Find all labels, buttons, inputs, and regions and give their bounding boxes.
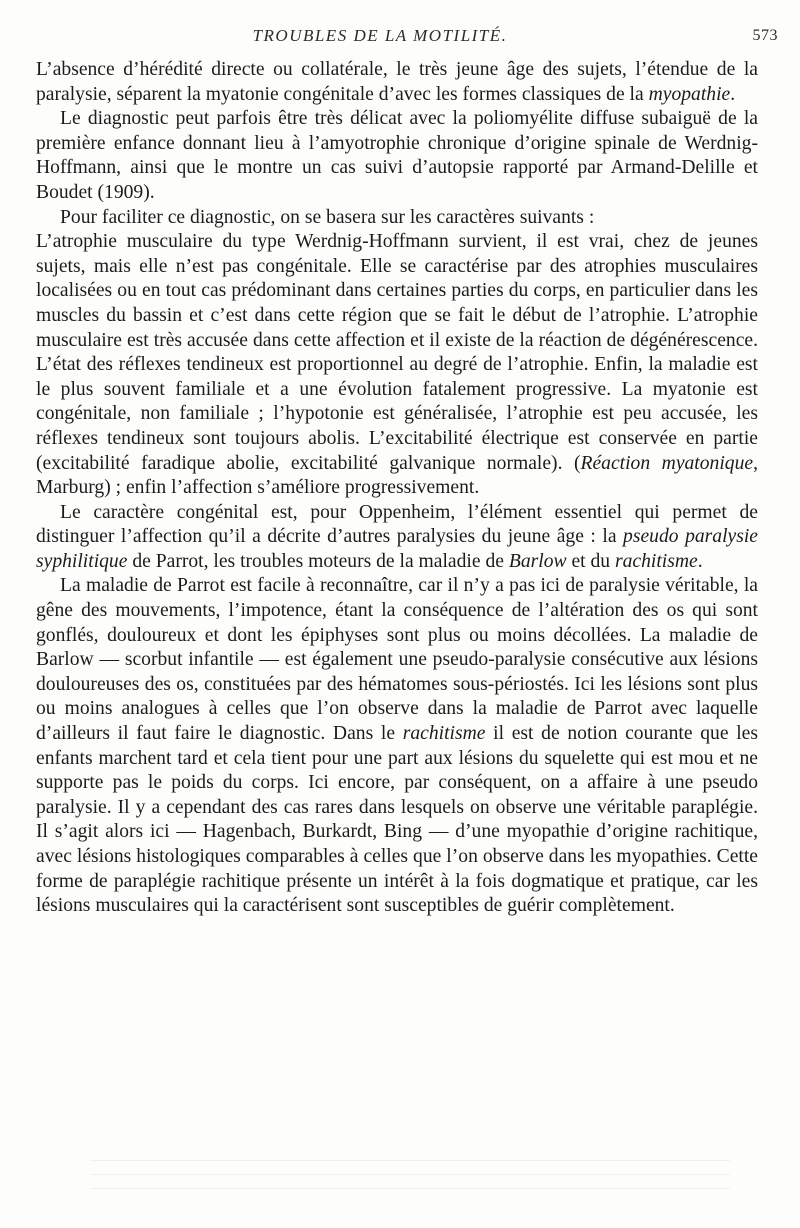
paragraph (36, 206, 758, 231)
italic-text-run: myopathie (648, 83, 731, 105)
text-run: L’atrophie musculaire du type Werdnig-Hoffmann survient, il est vrai, chez de jeunes sujets, mais elle n’est pas congénitale. Elle se caractérise par des atrophies musculaires localisées ou en tout cas prédominant dans certaines parties du corps, en particulier dans les muscles du bassin et c’est dans cette région que se fait le début de l’atrophie. L’atrophie musculaire est très accusée dans cette affection et il existe de la réaction de dégénérescence. L’état des réflexes tendineux est proportionnel au degré de l’atrophie. Enfin, la maladie est le plus souvent familiale et a une évolution fatalement progressive. La myatonie est congénitale, non familiale ; l’hypotonie est généralisée, l’atrophie est peu accusée, les réflexes tendineux sont toujours abolis. L’excitabilité électrique est conservée en partie (excitabilité faradique abolie, excitabilité galvanique normale). ( (36, 231, 758, 474)
page-number: 573 (752, 27, 778, 44)
text-run: il est de notion courante que les enfants marchent tard et cela tient pour une part aux lésions du squelette qui est mou et ne supporte pas le poids du corps. Ici encore, par conséquent, on a affaire à une pseudo paralysie. Il y a cependant des cas rares dans lesquels on observe une véritable paraplégie. Il s’agit alors ici — Hagenbach, Burkardt, Bing — d’une myopathie d’origine rachitique, avec lésions histologiques comparables à celles que l’on observe dans les myopathies. Cette forme de paraplégie rachitique présente un intérêt à la fois dogmatique et pratique, car les lésions musculaires qui la caractérisent sont susceptibles de guérir complètement. (36, 723, 758, 917)
text-run: de Parrot, les troubles moteurs de la maladie de (127, 550, 509, 572)
italic-text-run: rachitisme (402, 723, 486, 745)
text-run: , Marburg) ; enfin l’affection s’améliore progressivement. (36, 452, 758, 499)
italic-text-run: pseudo paralysie syphilitique (36, 526, 758, 572)
running-head (0, 26, 800, 50)
text-run: La maladie de Parrot est facile à reconnaître, car il n’y a pas ici de paralysie véritable, la gêne des mouvements, l’impotence, étant la conséquence de l’altération des os qui sont gonflés, douloureux et dont les épiphyses sont plus ou moins décollées. La maladie de Barlow — scorbut infantile — est également une pseudo-paralysie consécutive aux lésions douloureuses des os, constituées par des hématomes sous-périostés. Ici les lésions sont plus ou moins analogues à celles que l’on observe dans la maladie de Parrot avec laquelle d’ailleurs il faut faire le diagnostic. Dans le (36, 575, 758, 745)
body-text (36, 58, 758, 919)
text-run: et du (566, 550, 615, 572)
text-run: . (697, 550, 703, 572)
paragraph (36, 574, 758, 918)
paragraph (36, 501, 758, 575)
text-run: L’absence d’hérédité directe ou collatérale, le très jeune âge des sujets, l’étendue de la paralysie, séparent la myatonie congénitale d’avec les formes classiques de la (36, 59, 758, 105)
paragraph (36, 107, 758, 205)
paragraph (36, 58, 758, 107)
bleed-through-text (90, 1160, 730, 1200)
italic-text-run: rachitisme (615, 550, 698, 572)
paragraph (36, 230, 758, 501)
text-run: Pour faciliter ce diagnostic, on se basera sur les caractères suivants : (60, 206, 595, 228)
running-head-title: TROUBLES DE LA MOTILITÉ. (252, 26, 508, 45)
text-run: . (730, 83, 736, 105)
italic-text-run: Barlow (508, 550, 567, 572)
text-run: Le diagnostic peut parfois être très délicat avec la poliomyélite diffuse subaiguë de la première enfance donnant lieu à l’amyotrophie chronique d’origine spinale de Werdnig-Hoffmann, ainsi que le montre un cas suivi d’autopsie rapporté par Armand-Delille et Boudet (1909). (36, 108, 758, 203)
text-run: Le caractère congénital est, pour Oppenheim, l’élément essentiel qui permet de distinguer l’affection qu’il a décrite d’autres paralysies du jeune âge : la (36, 501, 758, 548)
italic-text-run: Réaction myatonique (580, 452, 754, 474)
